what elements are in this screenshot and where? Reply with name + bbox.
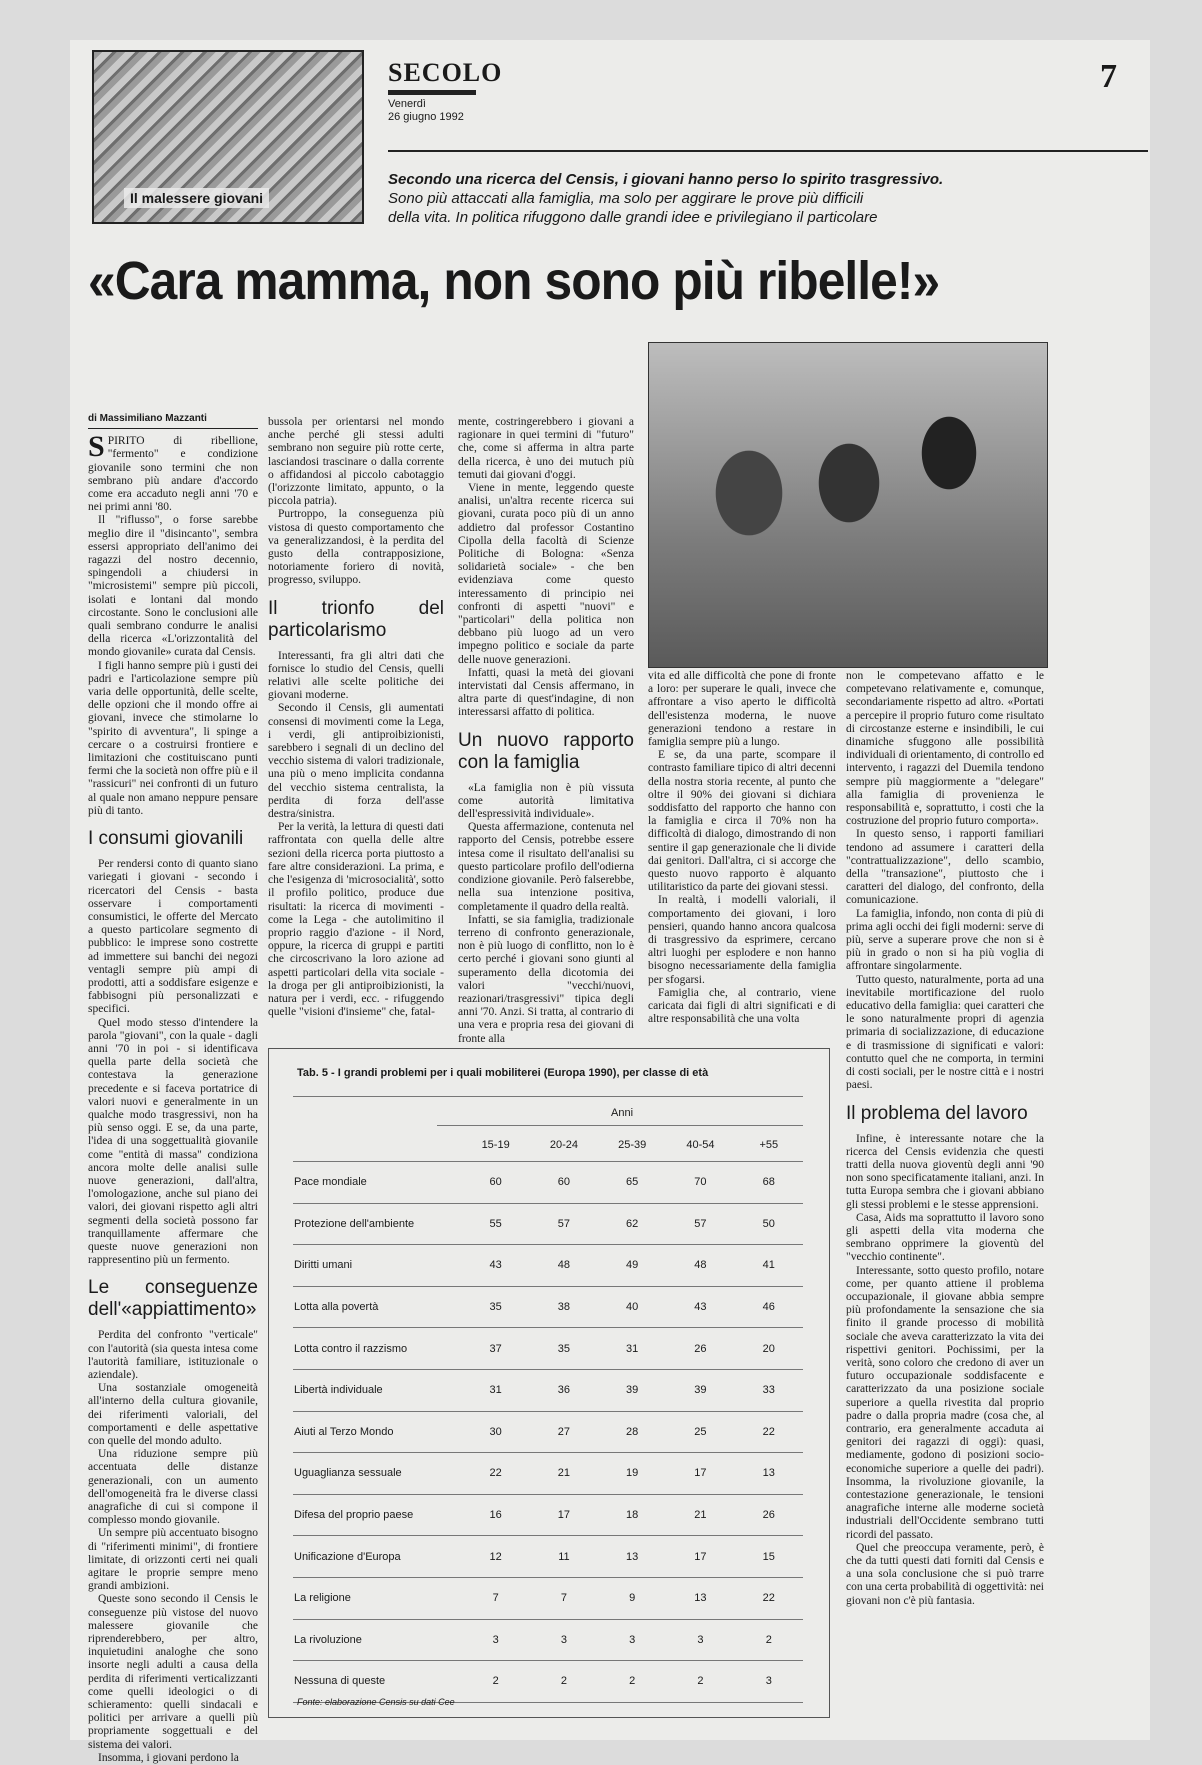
table-cell: 25 [666, 1411, 734, 1453]
table-row-label: La rivoluzione [293, 1619, 462, 1661]
table-col-header: 20-24 [530, 1129, 598, 1162]
table-col-header: 15-19 [462, 1129, 530, 1162]
table-cell: 17 [666, 1536, 734, 1578]
table-cell: 12 [462, 1536, 530, 1578]
table-cell: 31 [462, 1369, 530, 1411]
data-table [293, 1129, 803, 1703]
table-cell: 3 [530, 1619, 598, 1661]
table-cell: 16 [462, 1494, 530, 1536]
table-cell: 49 [598, 1245, 666, 1287]
issue-date: Venerdì 26 giugno 1992 [388, 98, 464, 123]
table-cell: 41 [735, 1245, 803, 1287]
table-cell: 50 [735, 1203, 803, 1245]
table-cell: 22 [462, 1453, 530, 1495]
table-group-rule [437, 1125, 803, 1126]
table-cell: 26 [666, 1328, 734, 1370]
table-cell: 33 [735, 1369, 803, 1411]
table-cell: 11 [530, 1536, 598, 1578]
table-header-row [293, 1129, 803, 1162]
column-5: non le competevano affatto e le competevano relativamente e, comunque, secondariamente rispetto ad altro. «Portati a percepire il proprio futuro come risultato di circostanze esterne e insindibili, le cui dinamiche sfuggono alle possibilità individuali di orientamento, di controllo ed intervento, i ragazzi del Duemila tendono sempre più maggiormente a "delegare" alla famiglia di provenienza le responsabilità e, soprattutto, i costi che la costruzione del proprio futuro comporta». In questo senso, i rapporti familiari tendono ad assumere i caratteri della "contrattualizzazione", dello scambio, della "transazione", piuttosto che i caratteri del dialogo, del confronto, della comunicazione. La famiglia, infondo, non conta di più di prima agli occhi dei figli moderni: serve di più, serve a superare prove che non si è più in grado o non si ha più voglia di affrontare singolarmente. Tutto questo, naturalmente, porta ad una inevitabile mortificazione del ruolo educativo della famiglia: quei caratteri che le sono naturalmente propri di agenzia primaria di socializzazione, di educazione e di trasmissione di significati e valori: contutto quel che ne comporta, in termini di costi sociali, per le nostre città e i nostri paesi. Il problema del lavoro Infine, è interessante notare che la ricerca del Censis evidenzia che questi tratti della nuova gioventù degli anni '90 non sono specificatamente italiani, anzi. In tutta Europa sembra che i giovani abbiano gli stessi problemi e le stesse apprensioni. Casa, Aids ma soprattutto il lavoro sono gli aspetti della vita moderna che sembrano opprimere la gioventù del "vecchio continente". Interessante, sotto questo profilo, notare come, per quanto attiene il problema occupazionale, il giovane abbia sempre più profondamente la sensazione che sia finito il grande processo di mobilità sociale che aveva caratterizzato la vita dei rispettivi genitori. Pochissimi, per la verità, sono coloro che credono di aver un futuro occupazionale soddisfacente e caratterizzato da una posizione sociale superiore a quella rivestita dal proprio padre o dalla propria madre (cosa che, al contrario, era generalmente accaduta ai genitori dei ragazzi di oggi): quasi, mediamente, godono di posizioni socio-economiche superiore a quelle dei padri). Insomma, la rivoluzione giovanile, la contestazione generazionale, le tensioni anagrafiche interne alle moderne società industriali dell'Occidente sembrano tutti ricordi del passato. Quel che preoccupa veramente, però, è che da tutti questi dati forniti dal Censis e a una sola conclusione che si può trarre con una certa probabilità di oggettività: nei giovani non c'è più fantasia. [846, 670, 1045, 1607]
headline: «Cara mamma, non sono più ribelle!» [88, 251, 940, 311]
table-row-label: Diritti umani [293, 1245, 462, 1287]
table-row-label: Lotta contro il razzismo [293, 1328, 462, 1370]
table-cell: 2 [462, 1661, 530, 1703]
table-col-header: +55 [735, 1129, 803, 1162]
subhead-particolarismo: Il trionfo del particolarismo [268, 597, 444, 641]
column-1: di Massimiliano Mazzanti SPIRITO di ribellione, "fermento" e condizione giovanile sono termini che non sembrano più andare d'accordo come era accaduto negli anni '70 e nei primi anni '80. Il "riflusso", o forse sarebbe meglio dire il "disincanto", sembra essersi appropriato dell'animo dei ragazzi del nostro decennio, spingendoli a chiudersi in "microsistemi" sempre più piccoli, isolati e lontani dal mondo circostante. Sono le conclusioni alle quali sembrano condurre le analisi della ricerca «L'orizzontalità del mondo giovanile» curata dal Censis. I figli hanno sempre più i gusti dei padri e l'articolazione sempre più varia delle opportunità, delle scelte, delle opzioni che il mondo offre ai giovani, invece che stimolarne lo "spirito di avventura", li spinge a cercare o a costruirsi frontiere e limitazioni che costituiscano punti fermi che la società non offre più e il "rassicuri" nei confronti di un futuro al quale non amano neppure pensare più di tanto. I consumi giovanili Per rendersi conto di quanto siano variegati i giovani - secondo i ricercatori del Censis - basta osservare i comportamenti consumistici, le offerte del Mercato a questo particolare segmento di pubblico: le imprese sono costrette ad immettere sui banchi dei negozi ventagli sempre più ampi di prodotti, atti a soddisfare esigenze e fabbisogni più personalizzati e specifici. Quel modo stesso d'intendere la parola "giovani", con la quale - dagli anni '70 in poi - si identificava quella parte della società che contestava la generazione precedente e si faceva portatrice di valori nuovi e generalmente in un qualche modo trasgressivi, non ha più senso oggi. E se, da una parte, l'idea di una soggettualità giovanile come "entità di massa" condiziona ancora molte delle analisi sulle nuove generazioni, dall'altra, l'omologazione, anche sul piano dei valori, dei giovani rispetto agli altri segmenti della società possono far tranquillamente affermare che queste nuove generazioni non rappresentino più un fermento. Le conseguenze dell'«appiattimento» Perdita del confronto "verticale" con l'autorità (sia questa intesa come l'autorità familiare, istituzionale o aziendale). Una sostanziale omogeneità all'interno della cultura giovanile, dei riferimenti valoriali, del comportamenti e delle aspettative con quelle del mondo adulto. Una riduzione sempre più accentuata delle distanze generazionali, con un aumento dell'omogeneità fra le diverse classi anagrafiche di cui si compone il complesso mondo giovanile. Un sempre più accentuato bisogno di "riferimenti minimi", di frontiere limitate, di orizzonti certi nei quali agitare le proprie sempre meno grandi ambizioni. Queste sono secondo il Censis le conseguenze più vistose del nuovo malessere giovanile che riprenderebbero, per altro, inquietudini analoghe che sono insorte negli adulti a causa della perdita di riferimenti verticalizzanti come quelli ideologici o di schieramento: quelli sindacali e politici per arrivare a quelli più propriamente soggettuali e del sistema dei valori. Insomma, i giovani perdono la [88, 413, 258, 1764]
table-row-label: Libertà individuale [293, 1369, 462, 1411]
table-row [293, 1411, 803, 1453]
data-table-box [268, 1048, 830, 1718]
table-cell: 70 [666, 1162, 734, 1204]
header-rule [388, 150, 1148, 152]
table-cell: 17 [530, 1494, 598, 1536]
table-cell: 3 [462, 1619, 530, 1661]
table-cell: 13 [735, 1453, 803, 1495]
table-source: Fonte: elaborazione Censis su dati Cee [297, 1697, 455, 1707]
table-cell: 2 [598, 1661, 666, 1703]
table-cell: 35 [462, 1286, 530, 1328]
table-cell: 57 [666, 1203, 734, 1245]
table-row [293, 1369, 803, 1411]
column-2: bussola per orientarsi nel mondo anche perché gli stessi adulti sembrano non seguire più rotte certe, lasciandosi trascinare o dalla corrente o affidandosi al piccolo cabotaggio (l'orizzonte limitato, appunto, o la piccola patria). Purtroppo, la conseguenza più vistosa di questo comportamento che va generalizzandosi, è la perdita del gusto della contrapposizione, notoriamente foriero di novità, progresso, sviluppo. Il trionfo del particolarismo Interessanti, fra gli altri dati che fornisce lo studio del Censis, quelli relativi alle scelte politiche dei giovani moderne. Secondo il Censis, gli aumentati consensi di movimenti come la Lega, i verdi, gli antiproibizionisti, sarebbero i segnali di un declino del vecchio sistema di valori tradizionale, una più o meno implicita condanna del vecchio sistema centralista, la perdita di forza dell'asse destra/sinistra. Per la verità, la lettura di questi dati raffrontata con quella delle altre sezioni della ricerca porta piuttosto a fare altre considerazioni. La prima, e che l'esigenza di 'microsocialità', sotto il profilo politico, produce due risultati: la ricerca di movimenti - come la Lega - che autolimitino il proprio raggio d'azione - il Nord, oppure, la ricerca di gruppi e partiti che circoscrivano la loro azione ad aspetti particolari della vita sociale - la droga per gli antiproibizionisti, la natura per i verdi, ecc. - rifuggendo quelle "visioni d'insieme" che, fatal- [268, 416, 444, 1019]
subhead-consumi: I consumi giovanili [88, 828, 244, 850]
page-number: 7 [1100, 58, 1117, 95]
table-cell: 60 [462, 1162, 530, 1204]
newspaper-page [70, 40, 1150, 1764]
table-row-label: Uguaglianza sessuale [293, 1453, 462, 1495]
table-cell: 39 [598, 1369, 666, 1411]
table-row [293, 1286, 803, 1328]
table-row [293, 1661, 803, 1703]
masthead-rule [388, 90, 476, 95]
table-row-label: Pace mondiale [293, 1162, 462, 1204]
table-title: Tab. 5 - I grandi problemi per i quali mobiliterei (Europa 1990), per classe di età [297, 1067, 709, 1079]
table-row-label: Lotta alla povertà [293, 1286, 462, 1328]
table-cell: 43 [666, 1286, 734, 1328]
subhead-conseguenze: Le conseguenze dell'«appiattimento» [88, 1277, 258, 1321]
table-row [293, 1494, 803, 1536]
table-cell: 20 [735, 1328, 803, 1370]
table-cell: 38 [530, 1286, 598, 1328]
table-cell: 57 [530, 1203, 598, 1245]
table-cell: 62 [598, 1203, 666, 1245]
table-cell: 60 [530, 1162, 598, 1204]
table-row-label: Nessuna di queste [293, 1661, 462, 1703]
table-row [293, 1453, 803, 1495]
table-cell: 9 [598, 1577, 666, 1619]
table-cell: 3 [666, 1619, 734, 1661]
table-cell: 19 [598, 1453, 666, 1495]
subhead-lavoro: Il problema del lavoro [846, 1102, 1028, 1124]
table-cell: 13 [666, 1577, 734, 1619]
table-cell: 28 [598, 1411, 666, 1453]
table-row-label: Unificazione d'Europa [293, 1536, 462, 1578]
table-cell: 21 [666, 1494, 734, 1536]
table-cell: 40 [598, 1286, 666, 1328]
table-cell: 17 [666, 1453, 734, 1495]
section-caption: Il malessere giovani [124, 188, 269, 208]
table-cell: 3 [735, 1661, 803, 1703]
table-row [293, 1619, 803, 1661]
table-row-label: Protezione dell'ambiente [293, 1203, 462, 1245]
table-cell: 2 [666, 1661, 734, 1703]
table-cell: 22 [735, 1577, 803, 1619]
table-cell: 15 [735, 1536, 803, 1578]
table-cell: 27 [530, 1411, 598, 1453]
table-cell: 7 [462, 1577, 530, 1619]
column-3: mente, costringerebbero i giovani a ragionare in quei termini di "futuro" che, come si afferma in altra parte della ricerca, è uno dei mutuch più temuti dai giovani d'oggi. Viene in mente, leggendo queste analisi, un'altra recente ricerca sui giovani, curata poco più di un anno addietro dal professor Costantino Cipolla della facoltà di Scienze Politiche di Bologna: «Senza solidarietà sociale» - che ben evidenziava come questo interessamento di principio nei confronti di aspetti "nuovi" e "particolari" della politica non debbano più luogo ad un vero impegno politico e sociale da parte delle nuove generazioni. Infatti, quasi la metà dei giovani intervistati dal Censis affermano, in altra parte di quest'indagine, di non interessarsi affatto di politica. Un nuovo rapporto con la famiglia «La famiglia non è più vissuta come autorità limitativa dell'espressività individuale». Questa affermazione, contenuta nel rapporto del Censis, potrebbe essere intesa come il risultato dell'analisi su questo particolare profilo dell'odierna condizione giovanile. Però falserebbe, nella sua intenzione positiva, completamente il quadro della realtà. Infatti, se sia famiglia, tradizionale terreno di confronto generazionale, non è più luogo di conflitto, non lo è certo perché i giovani sono giunti al superamento della dicotomia dei valori "vecchi/nuovi, reazionari/trasgressivi" tipica degli anni '70. Anzi. Si tratta, al contrario di una vera e propria resa dei giovani di fronte alla [458, 416, 634, 1045]
table-cell: 2 [735, 1619, 803, 1661]
column-4: vita ed alle difficoltà che pone di fronte a loro: per superare le quali, invece che affrontare a viso aperto le difficoltà dell'esistenza moderna, le nuove generazioni tendono a restare in famiglia sempre più a lungo. E se, da una parte, scompare il contrasto familiare tipico di altri decenni della nostra storia recente, al punto che oltre il 90% dei giovani si dichiara soddisfatto del rapporto che hanno con la famiglia e circa il 70% non ha difficoltà di dialogo, dimostrando di non sentire il gap generazionale che li divide dai genitori. Dall'altra, ci si accorge che questo nuovo rapporto è alquanto utilitaristico da parte dei giovani stessi. In realtà, i modelli valoriali, il comportamento dei giovani, i loro pensieri, quando hanno ancora qualcosa di trasgressivo da esprimere, cercano altri luoghi per esplodere e non hanno bisogno necessariamente della famiglia per sfogarsi. Famiglia che, al contrario, viene caricata dai figli di altri significati e di altre responsabilità che una volta [648, 670, 836, 1026]
masthead: SECOLO [388, 58, 503, 87]
table-cell: 39 [666, 1369, 734, 1411]
table-cell: 21 [530, 1453, 598, 1495]
table-row [293, 1328, 803, 1370]
byline: di Massimiliano Mazzanti [88, 413, 207, 424]
table-cell: 18 [598, 1494, 666, 1536]
table-row [293, 1162, 803, 1204]
table-col-header: 25-39 [598, 1129, 666, 1162]
table-cell: 3 [598, 1619, 666, 1661]
table-cell: 37 [462, 1328, 530, 1370]
table-row [293, 1577, 803, 1619]
table-cell: 30 [462, 1411, 530, 1453]
table-cell: 13 [598, 1536, 666, 1578]
byline-rule [88, 428, 258, 429]
subhead-famiglia: Un nuovo rapporto con la famiglia [458, 729, 634, 773]
table-cell: 36 [530, 1369, 598, 1411]
table-cell: 2 [530, 1661, 598, 1703]
table-group-label: Anni [611, 1107, 634, 1119]
table-cell: 55 [462, 1203, 530, 1245]
table-cell: 26 [735, 1494, 803, 1536]
table-cell: 48 [530, 1245, 598, 1287]
drop-cap: S [88, 430, 105, 464]
table-cell: 31 [598, 1328, 666, 1370]
table-row [293, 1536, 803, 1578]
table-cell: 68 [735, 1162, 803, 1204]
table-row [293, 1245, 803, 1287]
table-row-label: Difesa del proprio paese [293, 1494, 462, 1536]
group-photo [648, 342, 1048, 668]
table-row [293, 1203, 803, 1245]
table-row-label: La religione [293, 1577, 462, 1619]
table-cell: 43 [462, 1245, 530, 1287]
table-cell: 35 [530, 1328, 598, 1370]
header-photo [92, 50, 364, 224]
table-cell: 65 [598, 1162, 666, 1204]
table-cell: 7 [530, 1577, 598, 1619]
table-row-label: Aiuti al Terzo Mondo [293, 1411, 462, 1453]
deck: Secondo una ricerca del Censis, i giovani hanno perso lo spirito trasgressivo. Sono più attaccati alla famiglia, ma solo per aggirare le prove più difficili della vita. In politica rifuggono dalle grandi idee e privilegiano il particolare [388, 171, 944, 226]
table-col-header: 40-54 [666, 1129, 734, 1162]
table-rule [293, 1096, 803, 1097]
table-cell: 48 [666, 1245, 734, 1287]
table-cell: 46 [735, 1286, 803, 1328]
table-cell: 22 [735, 1411, 803, 1453]
